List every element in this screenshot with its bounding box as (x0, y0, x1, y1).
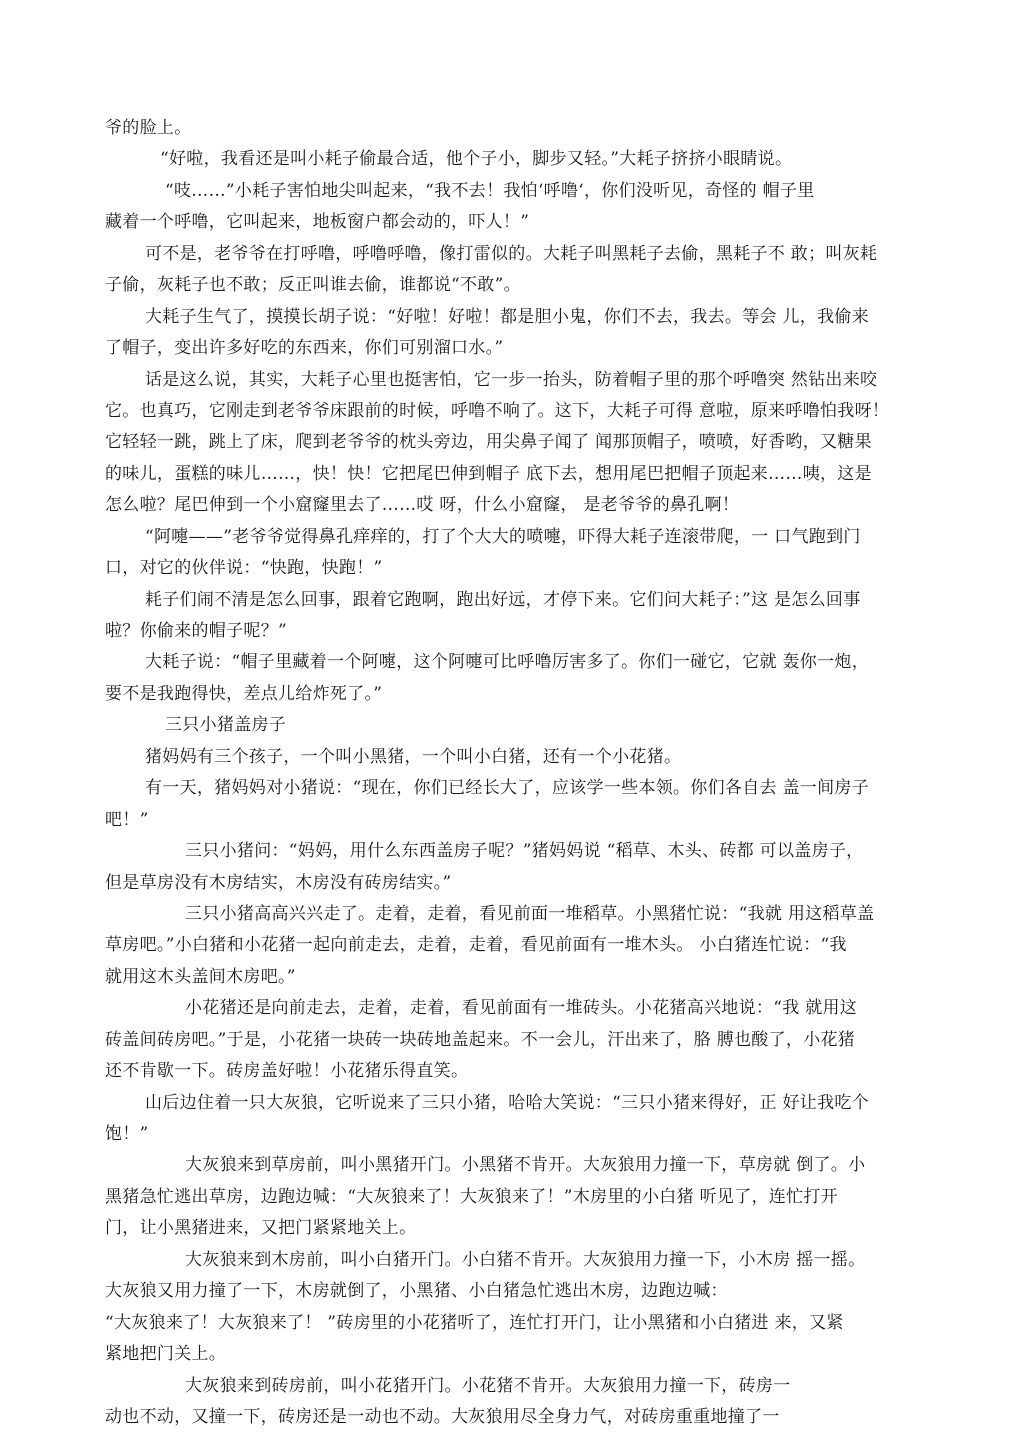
text-line: “大灰狼来了！大灰狼来了！ ”砖房里的小花猪听了，连忙打开门，让小黑猪和小白猪进 来，又紧 (105, 1313, 844, 1333)
text-line: 砖盖间砖房吧。”于是，小花猪一块砖一块砖地盖起来。不一会儿，汗出来了，胳 膊也酸了，小花猪 (105, 1030, 856, 1050)
text-line: 动也不动，又撞一下，砖房还是一动也不动。大灰狼用尽全身力气，对砖房重重地撞了一 (105, 1407, 780, 1427)
text-line: 吧！” (105, 810, 149, 830)
text-line: 它轻轻一跳，跳上了床，爬到老爷爷的枕头旁边，用尖鼻子闻了 闻那顶帽子，喷喷，好香哟，又糖果 (105, 432, 872, 452)
text-line: 大灰狼来到砖房前，叫小花猪开门。小花猪不肯开。大灰狼用力撞一下，砖房一 (185, 1376, 791, 1396)
text-line: 门，让小黑猪进来，又把门紧紧地关上。 (105, 1218, 417, 1238)
text-line: 大灰狼又用力撞了一下，木房就倒了，小黑猪、小白猪急忙逃出木房，边跑边喊： (105, 1281, 728, 1301)
text-line: 猪妈妈有三个孩子，一个叫小黑猪，一个叫小白猪，还有一个小花猪。 (145, 747, 682, 767)
text-line: 饱！” (105, 1124, 149, 1144)
text-line: 的味儿，蛋糕的味儿……，快！快！它把尾巴伸到帽子 底下去，想用尾巴把帽子顶起来……咦，这是 (105, 464, 872, 484)
text-line: 但是草房没有木房结实，木房没有砖房结实。” (105, 873, 452, 893)
text-line: 有一天，猪妈妈对小猪说：“现在，你们已经长大了，应该学一些本领。你们各自去 盖一间房子 (145, 778, 869, 798)
text-line: 耗子们闹不清是怎么回事，跟着它跑啊，跑出好远，才停下来。它们问大耗子：”这 是怎么回事 (145, 590, 861, 610)
text-line: 要不是我跑得快，差点儿给炸死了。” (105, 684, 383, 704)
text-line: 啦？你偷来的帽子呢？” (105, 621, 287, 641)
text-line: 大耗子生气了，摸摸长胡子说：“好啦！好啦！都是胆小鬼，你们不去，我去。等会 儿，我偷来 (145, 307, 869, 327)
text-line: 了帽子，变出许多好吃的东西来，你们可别溜口水。” (105, 338, 504, 358)
text-line: 可不是，老爷爷在打呼噜，呼噜呼噜，像打雷似的。大耗子叫黑耗子去偷，黑耗子不 敢；叫灰耗 (145, 244, 878, 264)
text-line: 就用这木头盖间木房吧。” (105, 967, 296, 987)
text-line: 它。也真巧，它刚走到老爷爷床跟前的时候，呼噜不响了。这下，大耗子可得 意啦，原来呼噜怕我呀！ (105, 401, 890, 421)
text-line: 大灰狼来到草房前，叫小黑猪开门。小黑猪不肯开。大灰狼用力撞一下，草房就 倒了。小 (185, 1155, 866, 1175)
text-line: “阿嚏——”老爷爷觉得鼻孔痒痒的，打了个大大的喷嚏，吓得大耗子连滚带爬，一 口气跑到门 (145, 527, 861, 547)
text-line: 草房吧。”小白猪和小花猪一起向前走去，走着，走着，看见前面有一堆木头。 小白猪连忙说：“我 (105, 935, 847, 955)
text-line: “吱……”小耗子害怕地尖叫起来，“我不去！我怕‘呼噜‘，你们没听见，奇怪的 帽子里 (165, 181, 815, 201)
text-line: 紧地把门关上。 (105, 1344, 227, 1364)
text-line: 三只小猪问：“妈妈，用什么东西盖房子呢？”猪妈妈说 “稻草、木头、砖都 可以盖房子， (185, 841, 864, 861)
text-line: 黑猪急忙逃出草房，边跑边喊：“大灰狼来了！大灰狼来了！”木房里的小白猪 听见了，连忙打开 (105, 1187, 838, 1207)
text-line: 大耗子说：“帽子里藏着一个阿嚏，这个阿嚏可比呼噜厉害多了。你们一碰它，它就 轰你一炮， (145, 652, 869, 672)
text-line: 山后边住着一只大灰狼，它听说来了三只小猪，哈哈大笑说：“三只小猪来得好，正 好让我吃个 (145, 1093, 869, 1113)
text-line: 还不肯歇一下。砖房盖好啦！小花猪乐得直笑。 (105, 1061, 469, 1081)
text-line: 爷的脸上。 (105, 118, 192, 138)
story-title: 三只小猪盖房子 (165, 715, 287, 735)
text-line: “好啦，我看还是叫小耗子偷最合适，他个子小，脚步又轻。”大耗子挤挤小眼睛说。 (160, 149, 793, 169)
text-line: 话是这么说，其实，大耗子心里也挺害怕，它一步一抬头，防着帽子里的那个呼噜突 然钻出来咬 (145, 370, 878, 390)
text-line: 藏着一个呼噜，它叫起来，地板窗户都会动的，吓人！” (105, 212, 530, 232)
text-line: 三只小猪高高兴兴走了。走着，走着，看见前面一堆稻草。小黑猪忙说：“我就 用这稻草盖 (185, 904, 875, 924)
text-line: 大灰狼来到木房前，叫小白猪开门。小白猪不肯开。大灰狼用力撞一下，小木房 摇一摇。 (185, 1250, 866, 1270)
text-line: 子偷，灰耗子也不敢；反正叫谁去偷，谁都说“不敢”。 (105, 275, 521, 295)
text-line: 口，对它的伙伴说：“快跑，快跑！” (105, 558, 383, 578)
text-line: 怎么啦？尾巴伸到一个小窟窿里去了……哎 呀，什么小窟窿， 是老爷爷的鼻孔啊！ (105, 495, 740, 515)
text-line: 小花猪还是向前走去，走着，走着，看见前面有一堆砖头。小花猪高兴地说：“我 就用这 (185, 998, 858, 1018)
